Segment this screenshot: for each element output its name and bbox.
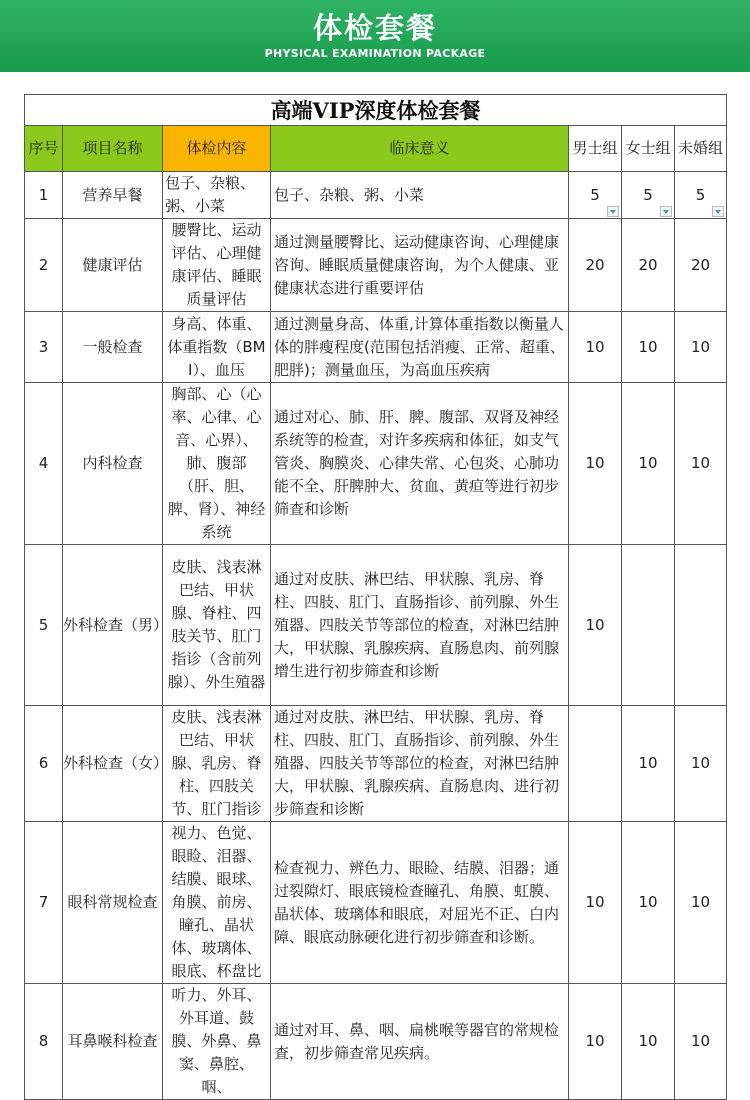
row-meaning: 通过对皮肤、淋巴结、甲状腺、乳房、脊柱、四肢、肛门、直肠指诊、前列腺、外生殖器、四肢关节等部位的检查，对淋巴结肿大，甲状腺、乳腺疾病、直肠息肉、前列腺增生进行初步筛查和诊断 — [271, 545, 569, 706]
table-row — [25, 383, 727, 545]
male-value: 10 — [569, 545, 622, 706]
row-no: 6 — [25, 706, 63, 822]
package-table — [24, 94, 727, 1100]
row-meaning: 通过对皮肤、淋巴结、甲状腺、乳房、脊柱、四肢、肛门、直肠指诊、前列腺、外生殖器、四肢关节等部位的检查，对淋巴结肿大，甲状腺、乳腺疾病、直肠息肉、进行初步筛查和诊断 — [271, 706, 569, 822]
unmarried-value — [675, 545, 727, 706]
header-row — [25, 126, 727, 172]
row-meaning: 通过对心、肺、肝、脾、腹部、双肾及神经系统等的检查，对许多疾病和体征，如支气管炎、胸膜炎、心律失常、心包炎、心肺功能不全、肝脾肿大、贫血、黄疸等进行初步筛查和诊断 — [271, 383, 569, 545]
row-no: 4 — [25, 383, 63, 545]
male-value: 20 — [569, 219, 622, 312]
female-value — [622, 545, 675, 706]
female-value: 5 — [643, 185, 653, 204]
female-cell[interactable] — [622, 172, 675, 219]
row-content: 听力、外耳、外耳道、鼓膜、外鼻、鼻窦、鼻腔、咽、 — [163, 984, 271, 1100]
row-content: 皮肤、浅表淋巴结、甲状腺、乳房、脊柱、四肢关节、肛门指诊 — [163, 706, 271, 822]
male-value: 5 — [590, 185, 600, 204]
male-value: 10 — [569, 383, 622, 545]
row-item: 内科检查 — [63, 383, 163, 545]
row-item: 外科检查（男） — [63, 545, 163, 706]
female-value: 10 — [622, 822, 675, 984]
unmarried-value: 10 — [675, 706, 727, 822]
row-item: 耳鼻喉科检查 — [63, 984, 163, 1100]
table-row — [25, 822, 727, 984]
row-meaning: 检查视力、辨色力、眼睑、结膜、泪器；通过裂隙灯、眼底镜检查瞳孔、角膜、虹膜、晶状体、玻璃体和眼底，对屈光不正、白内障、眼底动脉硬化进行初步筛查和诊断。 — [271, 822, 569, 984]
unmarried-value: 10 — [675, 822, 727, 984]
row-no: 5 — [25, 545, 63, 706]
unmarried-value: 10 — [675, 312, 727, 383]
banner-subtitle: PHYSICAL EXAMINATION PACKAGE — [264, 47, 486, 60]
unmarried-cell[interactable] — [675, 172, 727, 219]
row-content: 身高、体重、体重指数（BMI）、血压 — [163, 312, 271, 383]
header-content: 体检内容 — [163, 126, 271, 172]
female-value: 10 — [622, 706, 675, 822]
row-no: 8 — [25, 984, 63, 1100]
header-female: 女士组 — [622, 126, 675, 172]
table-row — [25, 984, 727, 1100]
row-no: 1 — [25, 172, 63, 219]
header-item: 项目名称 — [63, 126, 163, 172]
row-item: 营养早餐 — [63, 172, 163, 219]
row-content: 腰臀比、运动评估、心理健康评估、睡眠质量评估 — [163, 219, 271, 312]
female-value: 20 — [622, 219, 675, 312]
row-meaning: 通过对耳、鼻、咽、扁桃喉等器官的常规检查，初步筛查常见疾病。 — [271, 984, 569, 1100]
male-value: 10 — [569, 822, 622, 984]
dropdown-arrow-icon[interactable] — [660, 206, 672, 217]
row-item: 眼科常规检查 — [63, 822, 163, 984]
female-value: 10 — [622, 984, 675, 1100]
table-row — [25, 312, 727, 383]
row-item: 外科检查（女） — [63, 706, 163, 822]
female-value: 10 — [622, 383, 675, 545]
unmarried-value: 10 — [675, 984, 727, 1100]
row-meaning: 通过测量身高、体重,计算体重指数以衡量人体的胖瘦程度(范围包括消瘦、正常、超重、肥胖)；测量血压，为高血压疾病 — [271, 312, 569, 383]
row-no: 3 — [25, 312, 63, 383]
unmarried-value: 5 — [695, 185, 706, 204]
dropdown-arrow-icon[interactable] — [607, 206, 619, 217]
row-meaning: 包子、杂粮、粥、小菜 — [271, 172, 569, 219]
row-content: 视力、色觉、眼睑、泪器、结膜、眼球、角膜、前房、瞳孔、晶状体、玻璃体、眼底、杯盘比 — [163, 822, 271, 984]
row-item: 健康评估 — [63, 219, 163, 312]
banner-title: 体检套餐 — [312, 11, 437, 45]
row-content: 包子、杂粮、粥、小菜 — [163, 172, 271, 219]
row-item: 一般检查 — [63, 312, 163, 383]
row-content: 胸部、心（心率、心律、心音、心界）、肺、腹部（肝、胆、脾、肾）、神经系统 — [163, 383, 271, 545]
male-value: 10 — [569, 984, 622, 1100]
row-no: 7 — [25, 822, 63, 984]
table-row — [25, 219, 727, 312]
row-no: 2 — [25, 219, 63, 312]
table-caption: 高端VIP深度体检套餐 — [25, 95, 727, 126]
table-row — [25, 545, 727, 706]
row-content: 皮肤、浅表淋巴结、甲状腺、脊柱、四肢关节、肛门指诊（含前列腺）、外生殖器 — [163, 545, 271, 706]
unmarried-value: 20 — [675, 219, 727, 312]
male-cell[interactable] — [569, 172, 622, 219]
table-row — [25, 706, 727, 822]
dropdown-arrow-icon[interactable] — [712, 206, 724, 217]
row-meaning: 通过测量腰臀比、运动健康咨询、心理健康咨询、睡眠质量健康咨询，为个人健康、亚健康状态进行重要评估 — [271, 219, 569, 312]
male-value — [569, 706, 622, 822]
header-no: 序号 — [25, 126, 63, 172]
table-row — [25, 172, 727, 219]
header-meaning: 临床意义 — [271, 126, 569, 172]
male-value: 10 — [569, 312, 622, 383]
female-value: 10 — [622, 312, 675, 383]
unmarried-value: 10 — [675, 383, 727, 545]
header-banner — [0, 0, 750, 72]
header-male: 男士组 — [569, 126, 622, 172]
header-unmarried: 未婚组 — [675, 126, 727, 172]
